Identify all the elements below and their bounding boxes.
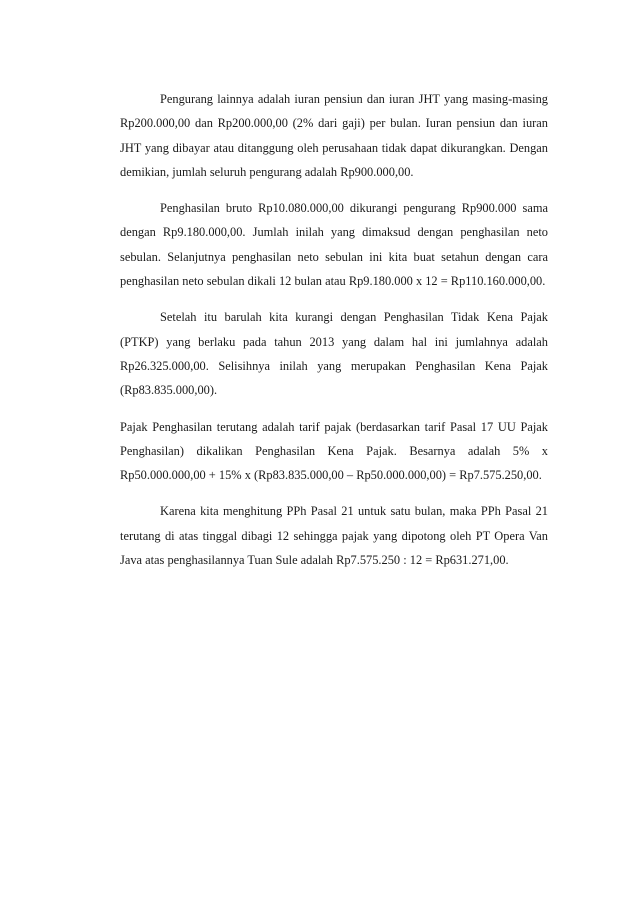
- document-body: [120, 87, 548, 584]
- paragraph-ptkp: Setelah itu barulah kita kurangi dengan Penghasilan Tidak Kena Pajak (PTKP) yang berlaku pada tahun 2013 yang dalam hal ini jumlahnya adalah Rp26.325.000,00. Selisihnya inilah yang merupakan Penghasilan Kena Pajak (Rp83.835.000,00).: [120, 310, 548, 398]
- paragraph-monthly-pph21: Karena kita menghitung PPh Pasal 21 untuk satu bulan, maka PPh Pasal 21 terutang di atas tinggal dibagi 12 sehingga pajak yang dipotong oleh PT Opera Van Java atas penghasilannya Tuan Sule adalah Rp7.575.250 : 12 = Rp631.271,00.: [120, 504, 548, 568]
- paragraph-other-deductions: Pengurang lainnya adalah iuran pensiun dan iuran JHT yang masing-masing Rp200.000,00 dan Rp200.000,00 (2% dari gaji) per bulan. Iuran pensiun dan iuran JHT yang dibayar atau ditanggung oleh perusahaan tidak dapat dikurangkan. Dengan demikian, jumlah seluruh pengurang adalah Rp900.000,00.: [120, 92, 548, 179]
- paragraph-income-tax: Pajak Penghasilan terutang adalah tarif pajak (berdasarkan tarif Pasal 17 UU Pajak Penghasilan) dikalikan Penghasilan Kena Pajak. Besarnya adalah 5% x Rp50.000.000,00 + 15% x (Rp83.835.000,00 – Rp50.000.000,00) = Rp7.575.250,00.: [120, 419, 548, 483]
- paragraph-net-income: Penghasilan bruto Rp10.080.000,00 dikurangi pengurang Rp900.000 sama dengan Rp9.180.000,00. Jumlah inilah yang dimaksud dengan penghasilan neto sebulan. Selanjutnya penghasilan neto sebulan ini kita buat setahun dengan cara penghasilan neto sebulan dikali 12 bulan atau Rp9.180.000 x 12 = Rp110.160.000,00.: [120, 201, 548, 289]
